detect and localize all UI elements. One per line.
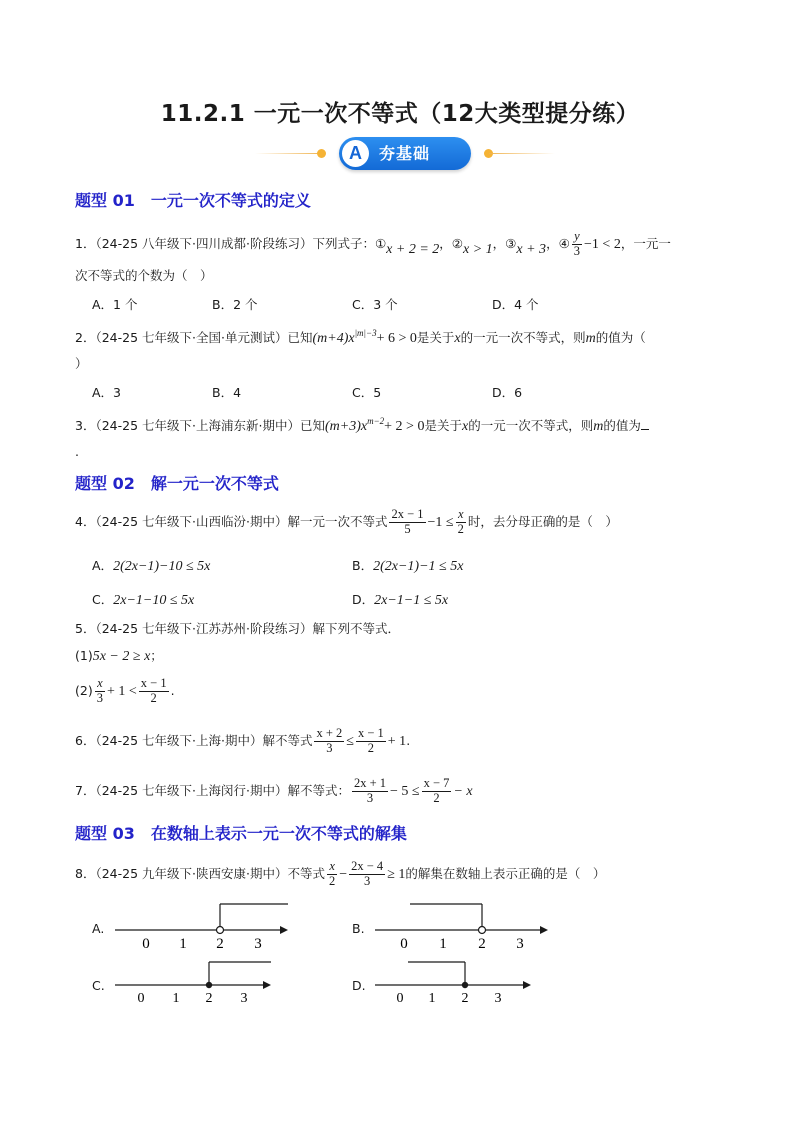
tick-label: 1: [179, 936, 187, 952]
question-source: （24-25 七年级下·江苏苏州·阶段练习）: [95, 621, 313, 636]
open-circle-point: [479, 927, 486, 934]
fraction-denominator: 2: [150, 690, 157, 705]
question-2: [75, 328, 646, 348]
math-expression: 2x−1−10 ≤ 5x: [113, 593, 195, 608]
math-expression: (m+4)x: [312, 331, 355, 346]
option-b[interactable]: [352, 556, 463, 575]
tick-label: 3: [516, 936, 524, 952]
math-exponent: m−2: [367, 416, 385, 426]
tick-label: 2: [205, 991, 213, 1006]
tick-label: 1: [439, 936, 447, 952]
part-label: (1): [75, 648, 93, 663]
math-expression: 2x−1−1 ≤ 5x: [374, 593, 449, 608]
option-d[interactable]: D．6: [492, 385, 523, 400]
option-label: C．: [92, 592, 114, 607]
fraction: [356, 727, 386, 756]
question-text: 解下列不等式．: [312, 621, 400, 636]
fraction-denominator: 3: [366, 790, 374, 805]
fraction: [95, 677, 105, 706]
number-line-b[interactable]: [370, 898, 555, 953]
fraction: [139, 677, 169, 706]
fraction: [349, 860, 385, 889]
question-number: 4．: [75, 513, 96, 529]
question-source: （24-25 七年级下·山西临汾·期中）: [95, 513, 288, 529]
fraction-numerator: 2x − 4: [351, 859, 384, 873]
banner-pill: [339, 137, 471, 170]
question-source: （24-25 七年级下·上海闵行·期中）: [95, 782, 288, 798]
section-name: 在数轴上表示一元一次不等式的解集: [150, 824, 407, 843]
question-3: [75, 416, 649, 436]
banner-line-left: [255, 153, 321, 154]
math-expression: 2(2x−1)−10 ≤ 5x: [113, 559, 211, 574]
question-text: 已知: [287, 330, 313, 345]
question-text: 的解集在数轴上表示正确的是（ ）: [405, 865, 606, 881]
tick-label: 1: [172, 991, 180, 1006]
question-text: 是关于: [424, 418, 462, 433]
question-text: 的一元一次不等式，则: [468, 418, 594, 433]
arrow-right-icon: [523, 981, 531, 989]
question-7: [75, 777, 473, 806]
open-circle-point: [217, 927, 224, 934]
fraction-denominator: 3: [326, 740, 333, 755]
question-6: [75, 727, 410, 756]
fraction: [352, 777, 388, 806]
option-a[interactable]: A．1 个: [92, 297, 138, 312]
math-expression: x + 3: [516, 241, 547, 257]
option-label: A．: [92, 558, 114, 573]
math-expression: (m+3)x: [324, 419, 368, 434]
option-label: D．: [352, 592, 375, 607]
fraction-numerator: 2x − 1: [391, 507, 424, 521]
fraction-numerator: x: [456, 508, 466, 523]
question-text: 的一元一次不等式，则: [460, 330, 586, 345]
question-number: 7．: [75, 782, 96, 798]
math-variable: m: [593, 419, 604, 434]
tick-label: 3: [240, 991, 248, 1006]
page-title: 11.2.1 一元一次不等式（12大类型提分练）: [160, 101, 640, 127]
question-text: 不等式: [287, 865, 325, 881]
question-text: 下列式子：①: [312, 235, 387, 251]
math-expression: −: [339, 866, 348, 882]
tick-label: 2: [216, 936, 224, 952]
section-heading-01: [75, 188, 311, 211]
section-banner: [255, 137, 555, 171]
question-source: （24-25 七年级下·上海·期中）: [95, 732, 263, 748]
arrow-right-icon: [263, 981, 271, 989]
fraction-denominator: 2: [367, 740, 374, 755]
question-text: ，一元一: [620, 235, 671, 251]
question-1: [75, 230, 671, 259]
option-b[interactable]: B.: [352, 921, 365, 936]
question-text: ，④: [546, 235, 570, 251]
part-label: (2): [75, 682, 93, 698]
fraction-numerator: x: [327, 860, 337, 875]
fraction: [456, 508, 466, 537]
question-3-continued: .: [75, 444, 79, 459]
question-number: 8．: [75, 865, 96, 881]
math-expression: + 2 > 0: [384, 419, 425, 434]
fraction-numerator: x: [95, 677, 105, 692]
closed-circle-point: [462, 982, 468, 988]
math-expression: 2(2x−1)−1 ≤ 5x: [373, 559, 464, 574]
option-c[interactable]: C.: [92, 978, 105, 993]
math-expression: − x: [453, 783, 473, 799]
arrow-right-icon: [280, 926, 288, 934]
option-d[interactable]: D.: [352, 978, 366, 993]
question-5-part-2: [75, 677, 175, 706]
fraction-denominator: 2: [457, 521, 464, 536]
banner-letter: A: [342, 140, 369, 167]
math-exponent: |m|−3: [354, 328, 377, 338]
math-variable: x: [461, 419, 469, 434]
section-number: 题型 03: [75, 824, 135, 843]
tick-label: 1: [428, 991, 436, 1006]
question-text: 的值为（: [595, 330, 646, 345]
section-heading-02: [75, 471, 279, 494]
fraction-numerator: 2x + 1: [353, 776, 387, 790]
question-text: 是关于: [416, 330, 455, 345]
option-d[interactable]: [352, 590, 448, 609]
option-label: B．: [352, 558, 374, 573]
fraction-denominator: 2: [433, 790, 440, 805]
question-text: .: [406, 732, 411, 748]
math-expression: −1 ≤: [427, 514, 454, 530]
fraction-numerator: x − 1: [357, 726, 384, 740]
banner-text: 夯基础: [379, 144, 431, 163]
section-heading-03: [75, 821, 407, 844]
question-4: [75, 508, 618, 537]
question-number: 5．: [75, 621, 96, 636]
question-source: （24-25 七年级下·上海浦东新·期中）: [95, 418, 300, 433]
math-expression: x > 1: [463, 241, 493, 257]
option-a[interactable]: A.: [92, 921, 105, 936]
option-a[interactable]: A．3: [92, 385, 122, 400]
fraction-numerator: x − 7: [423, 776, 450, 790]
fraction-numerator: x − 1: [140, 676, 167, 690]
question-text: 解一元一次不等式: [287, 513, 388, 529]
math-expression: − 5 ≤: [390, 783, 420, 799]
option-a[interactable]: [92, 556, 210, 575]
option-b[interactable]: B．4: [212, 385, 242, 400]
answer-blank[interactable]: [641, 429, 649, 430]
arrow-right-icon: [540, 926, 548, 934]
fraction-numerator: y: [572, 230, 582, 245]
tick-label: 0: [142, 936, 150, 952]
question-source: （24-25 八年级下·四川成都·阶段练习）: [95, 235, 313, 251]
tick-label: 0: [400, 936, 408, 952]
question-text: ；: [150, 648, 163, 663]
fraction: [314, 727, 344, 756]
tick-label: 2: [461, 991, 469, 1006]
option-c[interactable]: [92, 590, 194, 609]
question-number: 1．: [75, 235, 96, 251]
banner-line-right: [489, 153, 555, 154]
math-expression: −1 < 2: [584, 236, 621, 252]
math-expression: ≤: [346, 733, 354, 749]
tick-label: 3: [254, 936, 262, 952]
fraction-denominator: 3: [573, 243, 581, 258]
math-expression: ≥ 1: [387, 866, 406, 882]
tick-label: 0: [396, 991, 404, 1006]
question-number: 2．: [75, 330, 96, 345]
question-8: [75, 860, 605, 889]
section-name: 一元一次不等式的定义: [150, 191, 311, 210]
math-expression: 5x − 2 ≥ x: [92, 649, 151, 664]
fraction: [422, 777, 452, 806]
question-number: 6．: [75, 732, 96, 748]
question-text: ，②: [439, 235, 463, 251]
question-text: 时，去分母正确的是（ ）: [467, 513, 618, 529]
fraction-denominator: 2: [328, 873, 336, 888]
tick-label: 2: [478, 936, 486, 952]
banner-dot-left: [317, 149, 326, 158]
fraction: [327, 860, 337, 889]
math-expression: x + 2 = 2: [386, 241, 440, 257]
question-5-part-1: [75, 648, 163, 666]
fraction-denominator: 3: [96, 690, 103, 705]
question-2-continued: ）: [75, 356, 88, 371]
question-text: 的值为: [603, 418, 641, 433]
fraction-denominator: 3: [364, 873, 371, 888]
question-text: ，③: [492, 235, 517, 251]
question-text: 解不等式: [262, 732, 313, 748]
fraction: [389, 508, 425, 537]
question-1-continued: 次不等式的个数为（ ）: [75, 268, 213, 283]
option-c[interactable]: C．5: [352, 385, 382, 400]
section-number: 题型 01: [75, 191, 135, 210]
question-source: （24-25 九年级下·陕西安康·期中）: [95, 865, 288, 881]
math-expression: + 1 <: [106, 683, 137, 699]
math-expression: + 1: [387, 733, 407, 749]
question-text: 解不等式：: [287, 782, 350, 798]
fraction-denominator: 5: [404, 521, 411, 536]
question-5: [75, 621, 400, 636]
question-number: 3．: [75, 418, 96, 433]
number-line-c[interactable]: [110, 956, 285, 1008]
tick-label: 0: [137, 991, 145, 1006]
question-source: （24-25 七年级下·全国·单元测试）: [95, 330, 288, 345]
closed-circle-point: [206, 982, 212, 988]
question-text: 已知: [299, 418, 325, 433]
tick-label: 3: [494, 991, 502, 1006]
math-expression: + 6 > 0: [376, 331, 417, 346]
option-b[interactable]: B．2 个: [212, 297, 258, 312]
option-d[interactable]: D．4 个: [492, 297, 539, 312]
fraction-numerator: x + 2: [316, 726, 343, 740]
number-line-a[interactable]: [110, 898, 295, 953]
fraction: [572, 230, 582, 259]
number-line-d[interactable]: [370, 956, 545, 1008]
math-variable: m: [585, 331, 596, 346]
question-text: .: [170, 682, 175, 698]
math-variable: x: [454, 331, 461, 346]
section-number: 题型 02: [75, 474, 135, 493]
option-c[interactable]: C．3 个: [352, 297, 398, 312]
section-name: 解一元一次不等式: [150, 474, 279, 493]
